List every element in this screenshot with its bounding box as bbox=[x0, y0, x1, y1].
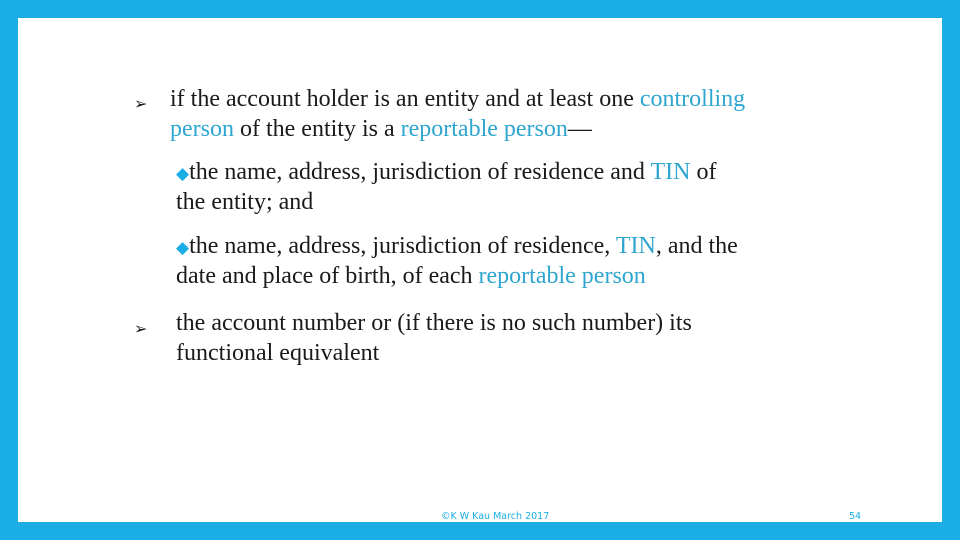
term-controlling: controlling bbox=[639, 86, 746, 112]
slide bbox=[18, 18, 942, 522]
bullet-account-line-2 bbox=[176, 338, 379, 368]
sub-entity-text-3: the entity; and bbox=[176, 189, 314, 215]
diamond-bullet-icon: ◆ bbox=[176, 164, 190, 184]
footer-credit: ©K W Kau March 2017 bbox=[441, 511, 550, 522]
sub-bullet-entity-line-1 bbox=[176, 157, 716, 189]
term-person: person bbox=[170, 116, 234, 142]
sub-entity-text-2: of bbox=[690, 159, 717, 185]
slide-content bbox=[18, 18, 942, 522]
diamond-bullet-icon: ◆ bbox=[176, 238, 190, 258]
bullet-account-text-2: functional equivalent bbox=[176, 340, 380, 366]
sub-entity-text: the name, address, jurisdiction of residence and bbox=[189, 159, 651, 185]
sub-bullet-person-line-2 bbox=[176, 261, 646, 291]
sub-bullet-person-line-1 bbox=[176, 231, 738, 263]
term-reportable-person: reportable person bbox=[400, 116, 568, 142]
arrow-bullet-icon: ➢ bbox=[134, 94, 148, 113]
bullet-entity-line-1 bbox=[170, 84, 745, 114]
bullet-account-text: the account number or (if there is no such number) its bbox=[176, 310, 692, 336]
arrow-bullet-icon: ➢ bbox=[134, 319, 148, 338]
bullet-entity-text-2: of the entity is a bbox=[233, 116, 401, 142]
term-reportable-person: reportable person bbox=[478, 263, 646, 289]
term-tin: TIN bbox=[650, 159, 691, 185]
sub-person-text-2: , and the bbox=[655, 233, 738, 259]
page-number: 54 bbox=[849, 511, 862, 522]
sub-person-text-3: date and place of birth, of each bbox=[176, 263, 479, 289]
em-dash: — bbox=[567, 116, 592, 142]
bullet-entity-text: if the account holder is an entity and at least one bbox=[170, 86, 640, 112]
sub-person-text: the name, address, jurisdiction of residence, bbox=[189, 233, 616, 259]
bullet-account-line-1 bbox=[176, 308, 692, 338]
term-tin: TIN bbox=[615, 233, 656, 259]
bullet-entity-line-2 bbox=[170, 114, 592, 144]
sub-bullet-entity-line-2 bbox=[176, 187, 313, 217]
